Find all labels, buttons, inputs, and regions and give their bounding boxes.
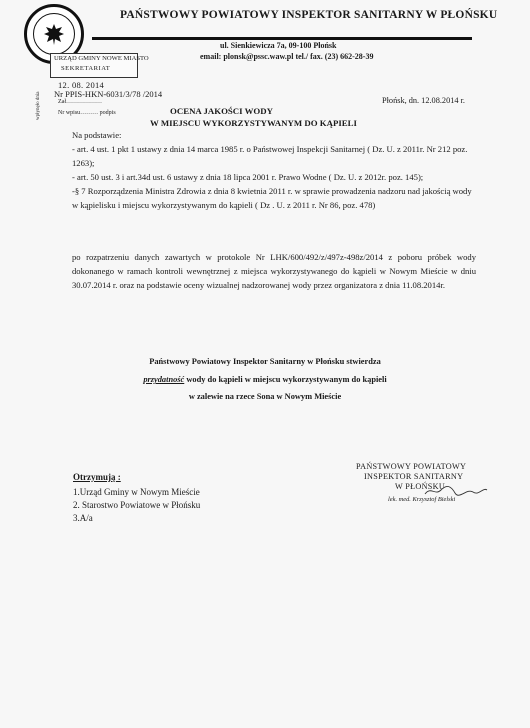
recipient-item: 1.Urząd Gminy w Nowym Mieście [73,487,200,497]
stamp-date: 12. 08. 2014 [58,80,105,90]
legal-item: - art. 50 ust. 3 i art.34d ust. 6 ustawy z dnia 18 lipca 2001 r. Prawo Wodne ( Dz. U. z 2012r. poz. 145); [72,172,424,182]
document-subtitle: W MIEJSCU WYKORZYSTYWANYM DO KĄPIELI [150,118,357,128]
stamp-attachments: Zał……………… [58,99,102,105]
findings-paragraph: po rozpatrzeniu danych zawartych w protokole Nr LHK/600/492/z/497z-498z/2014 z poboru próbek wody dokonanego w ramach kontroli wewnętrznej z miejsca wykorzystywanego do kąpieli w Nowym Mieście w dniu 30.07.2014 r. oraz na podstawie oceny wizualnej nadzorowanej wody przez organizatora z dnia 11.08.2014r. [72,252,476,290]
letterhead-title: PAŃSTWOWY POWIATOWY INSPEKTOR SANITARNY W PŁOŃSKU [120,9,498,21]
signature-stamp-line-1: PAŃSTWOWY POWIATOWY [356,462,467,471]
signature-name: lek. med. Krzysztof Bielski [388,496,456,503]
stamp-office: URZĄD GMINY NOWE MIASTO [54,55,149,62]
place-date: Płońsk, dn. 12.08.2014 r. [382,96,465,105]
verdict-line-3: w zalewie na rzece Sona w Nowym Mieście [188,392,342,401]
recipient-item: 2. Starostwo Powiatowe w Płońsku [73,500,201,510]
legal-item: -§ 7 Rozporządzenia Ministra Zdrowia z dnia 8 kwietnia 2011 r. w sprawie prowadzenia nadzoru nad jakością wody w kąpielisku i miejscu wykorzystywanym do kąpieli ( Dz . U. z 2011 r. Nr 86, poz. 478) [72,186,472,210]
eagle-emblem-icon [33,13,75,55]
signature-stamp-line-2: INSPEKTOR SANITARNY [364,472,464,481]
legal-item: - art. 4 ust. 1 pkt 1 ustawy z dnia 14 marca 1985 r. o Państwowej Inspekcji Sanitarnej ( Dz. U. z 2011r. Nr 212 poz. 1263); [72,144,468,168]
stamp-entry-number: Nr wpisu……… podpis [58,110,116,116]
recipients-list [73,486,200,525]
legal-basis-intro: Na podstawie: [72,130,122,140]
letterhead-address: ul. Sienkiewicza 7a, 09-100 Płońsk [220,41,337,50]
verdict-suitability: przydatność [143,375,185,384]
stamp-department: SEKRETARIAT [61,65,111,72]
incoming-stamp [50,53,149,78]
verdict-line-2 [55,375,475,384]
letterhead-rule [92,37,472,40]
stamp-received-label: wpłynęło dnia [36,91,41,120]
letterhead-contact: email: plonsk@pssc.waw.pl tel./ fax. (23) 662-28-39 [200,52,374,61]
legal-basis [72,128,472,212]
document-title: OCENA JAKOŚCI WODY [170,106,273,116]
reference-number: Nr PPIS-HKN-6031/3/78 /2014 [54,89,163,99]
signature-stamp-line-3: W PŁOŃSKU [395,482,446,491]
recipient-item: 3.A/a [73,513,93,523]
verdict-line-2-rest: wody do kąpieli w miejscu wykorzystywanym do kąpieli [184,375,387,384]
recipients-label: Otrzymują : [73,472,121,482]
verdict-line-1: Państwowy Powiatowy Inspektor Sanitarny w Płońsku stwierdza [149,357,381,366]
